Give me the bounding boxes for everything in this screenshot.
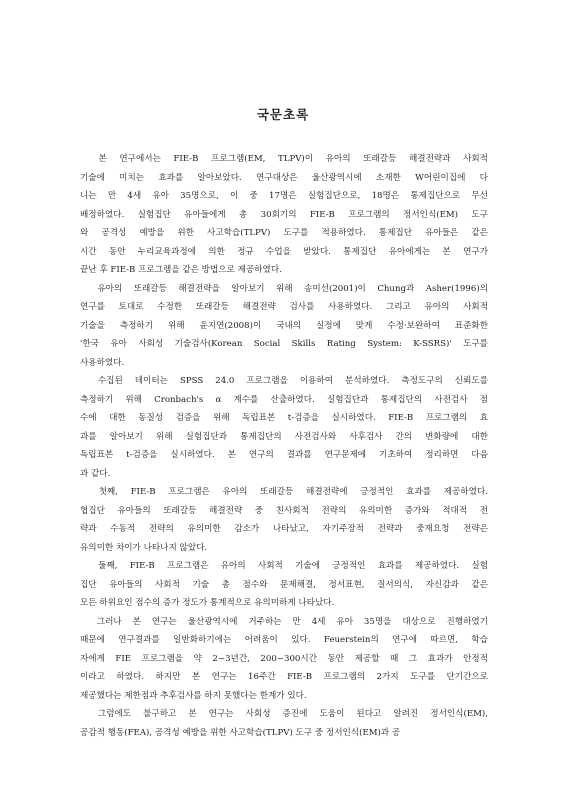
text-line: 략과 수동적 전략의 유의미한 감소가 나타났고, 자기주장적 전략과 중재요청 전략은	[80, 524, 488, 534]
text-line: 협집단 유아들의 또래갈등 해결전략 중 친사회적 전략의 유의미한 증가와 적대적 전	[80, 505, 488, 516]
text-line: 둘째, FIE-B 프로그램은 유아의 사회적 기술에 긍정적인 효과를 제공하였다. 실험	[80, 561, 488, 571]
text-line: 유의미한 차이가 나타나지 않았다.	[80, 542, 208, 553]
text-line: 연구를 토대로 수정한 또래갈등 해결전략 검사를 사용하였다. 그리고 유아의 사회적	[80, 302, 488, 312]
abstract-paragraph	[80, 280, 488, 373]
text-line: 와 공격성 예방을 위한 사고학습(TLPV) 도구를 적용하였다. 통제집단 유아들은 같은	[80, 228, 488, 238]
text-line: 첫째, FIE-B 프로그램은 유아의 또래갈등 해결전략에 긍정적인 효과를 제공하였다.	[80, 487, 488, 497]
text-line: 유아의 또래갈등 해결전략을 알아보기 위해 송미선(2001)이 Chung과 Asher(1996)의	[80, 283, 488, 294]
abstract-paragraph	[80, 705, 488, 742]
text-line: 기술을 측정하기 위해 윤지연(2008)이 국내의 실정에 맞게 수정·보완하여 표준화한	[80, 320, 488, 331]
text-line: 수집된 데이터는 SPSS 24.0 프로그램을 이용하여 분석하였다. 측정도구의 신뢰도를	[80, 376, 488, 386]
text-line: 본 연구에서는 FIE-B 프로그램(EM, TLPV)이 유아의 또래갈등 해결전략과 사회적	[80, 154, 488, 164]
text-line: 과를 알아보기 위해 실험집단과 통제집단의 사전검사와 사후검사 간의 변화량에 대한	[80, 431, 488, 442]
abstract-paragraph	[80, 150, 488, 280]
text-line: 그러나 본 연구는 울산광역시에 거주하는 만 4세 유아 35명을 대상으로 진행하였기	[80, 616, 488, 627]
abstract-body	[80, 150, 488, 742]
text-line: '한국 유아 사회성 기술검사(Korean Social Skills Rating System: K-SSRS)' 도구를	[80, 339, 488, 349]
text-line: 배정하였다. 실험집단 유아들에게 총 30회기의 FIE-B 프로그램의 정서인식(EM) 도구	[80, 209, 488, 220]
text-line: 측정하기 위해 Cronbach's α 계수를 산출하였다. 실험집단과 통제집단의 사전검사 점	[80, 394, 488, 405]
text-line: 자에게 FIE 프로그램을 약 2~3년간, 200~300시간 동안 제공할 때 그 효과가 안정적	[80, 653, 488, 664]
text-line: 니는 만 4세 유아 35명으로, 이 중 17명은 실험집단으로, 18명은 통제집단으로 무선	[80, 191, 488, 201]
text-line: 이라고 하였다. 하지만 본 연구는 16주간 FIE-B 프로그램의 2가지 도구를 단기간으로	[80, 672, 488, 682]
text-line: 기술에 미치는 효과를 알아보았다. 연구대상은 울산광역시에 소재한 W어린이집에 다	[80, 172, 488, 183]
text-line: 집단 유아들의 사회적 기술 총 점수와 문제해결, 정서표현, 질서의식, 자신감과 같은	[80, 579, 488, 590]
text-line: 독립표본 t-검증을 실시하였다. 본 연구의 결과를 연구문제에 기초하여 정리하면 다음	[80, 450, 488, 460]
abstract-paragraph	[80, 483, 488, 557]
abstract-paragraph	[80, 372, 488, 483]
text-line: 제공했다는 제한점과 추후검사를 하지 못했다는 한계가 있다.	[80, 690, 307, 701]
text-line: 수에 대한 동질성 검증을 위해 독립표본 t-검증을 실시하였다. FIE-B 프로그램의 효	[80, 413, 488, 423]
abstract-paragraph	[80, 557, 488, 613]
text-line: 사용하였다.	[80, 357, 125, 368]
text-line: 때문에 연구결과를 일반화하기에는 어려움이 있다. Feuerstein의 연구에 따르면, 학습	[80, 635, 488, 645]
text-line: 시간 동안 누리교육과정에 의한 정규 수업을 받았다. 통제집단 유아에게는 본 연구가	[80, 246, 488, 257]
text-line: 모든 하위요인 점수의 증가 정도가 통계적으로 유의미하게 나타났다.	[80, 598, 335, 608]
abstract-title: 국문초록	[256, 107, 310, 122]
text-line: 그럼에도 불구하고 본 연구는 사회성 증진에 도움이 된다고 알려진 정서인식(EM),	[80, 709, 488, 719]
abstract-paragraph	[80, 613, 488, 706]
text-line: 공감적 행동(FEA), 공격성 예방을 위한 사고학습(TLPV) 도구 중 정서인식(EM)과 공	[80, 727, 401, 738]
text-line: 끝난 후 FIE-B 프로그램을 같은 방법으로 제공하였다.	[80, 265, 282, 275]
text-line: 과 같다.	[80, 468, 111, 479]
